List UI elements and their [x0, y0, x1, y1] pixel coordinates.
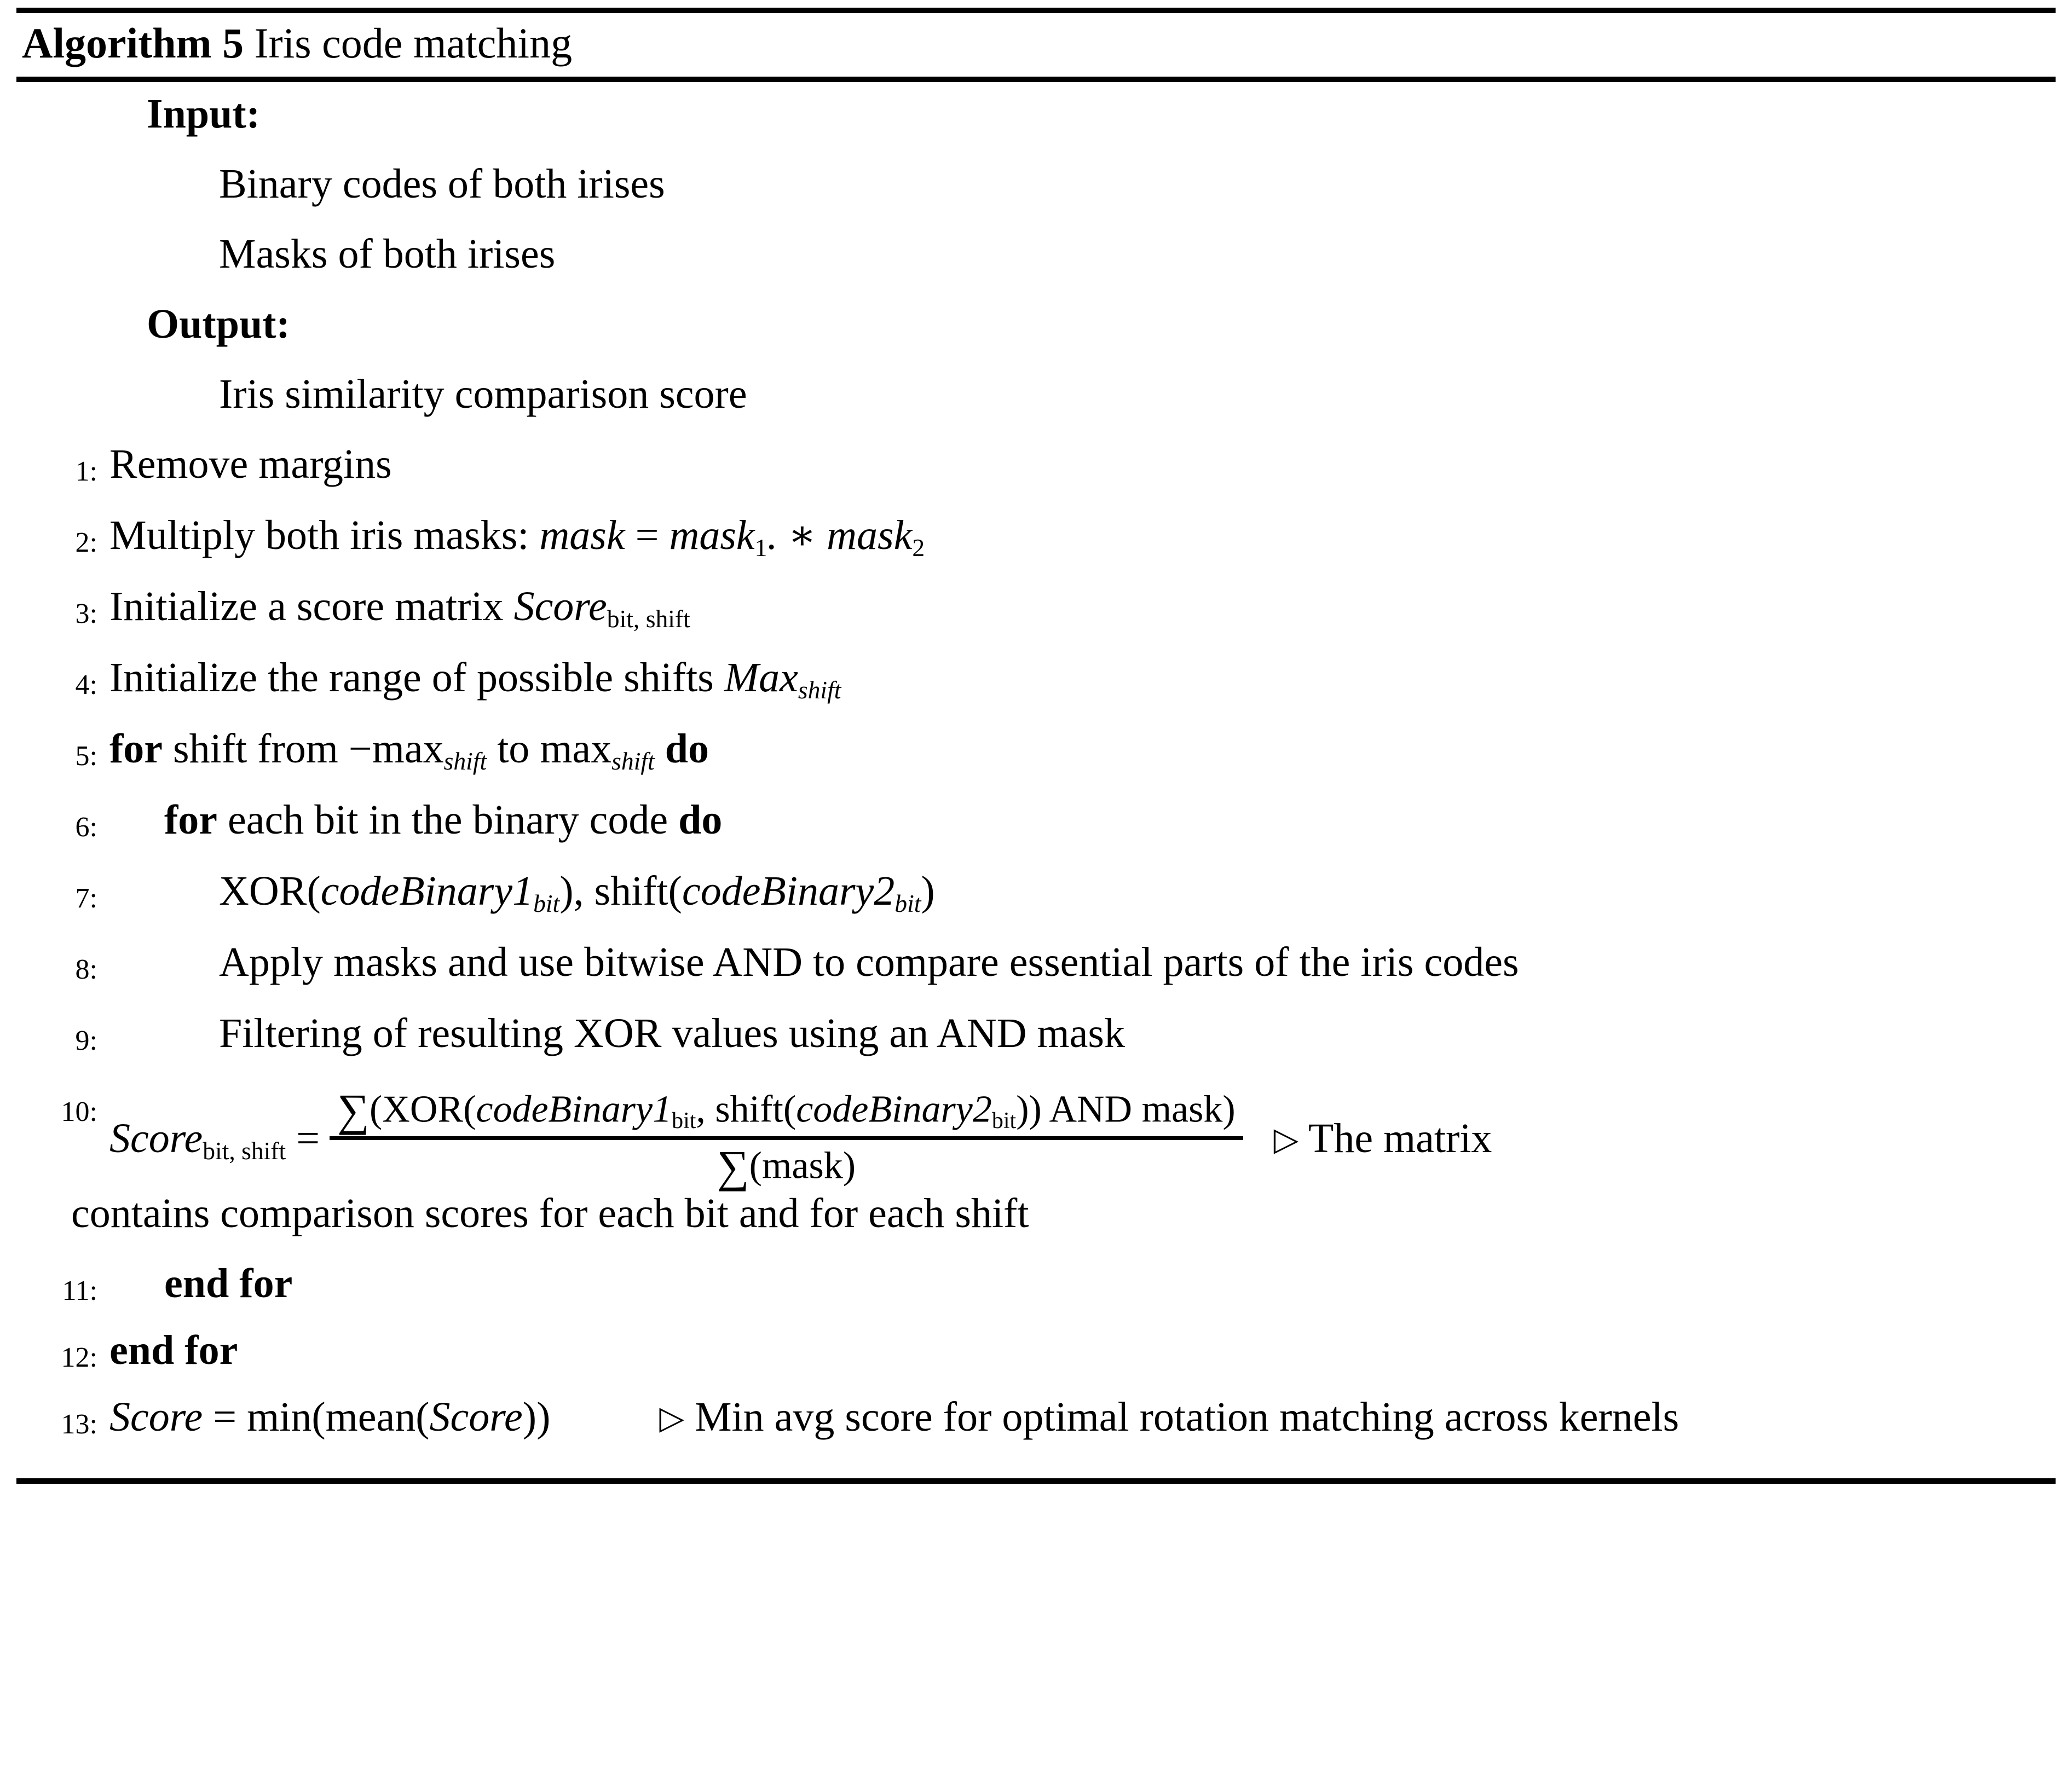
fraction-denominator [709, 1140, 863, 1193]
code-binary-2: codeBinary2 [682, 867, 895, 914]
keyword-end-for: end for [164, 1260, 293, 1306]
step-text-5a: shift from [173, 725, 338, 772]
xor-call: XOR( [219, 867, 321, 914]
math-mask: mask [539, 512, 625, 558]
input-item-row [22, 160, 2050, 207]
line-number-5: 5: [75, 740, 97, 772]
score-subscript: bit, shift [607, 604, 690, 633]
comment-triangle-icon: ▷ [1273, 1121, 1299, 1158]
step-row-1 [22, 443, 2050, 486]
output-header-row [22, 300, 2050, 347]
step-text-3: Initialize a score matrix [109, 583, 504, 629]
algorithm-label: Algorithm 5 [22, 19, 244, 67]
math-mask2: mask [827, 512, 913, 558]
step-10-continuation [22, 1190, 2050, 1237]
output-item-row [22, 373, 2050, 415]
step-10-comment [1243, 1115, 1492, 1161]
math-mask1: mask [669, 512, 755, 558]
math-mask2-subscript: 2 [912, 533, 925, 562]
denominator-text: (mask) [749, 1144, 856, 1187]
step-10-continuation-text: contains comparison scores for each bit and for each shift [71, 1190, 1029, 1236]
numerator-tail: )) AND mask) [1016, 1088, 1236, 1131]
input-item-masks: Masks of both irises [219, 230, 556, 277]
step-row-8 [22, 941, 2050, 984]
line-number-13: 13: [61, 1408, 97, 1440]
gutter-empty [22, 233, 109, 247]
line-number-3: 3: [75, 598, 97, 629]
score-equals: = [296, 1115, 320, 1161]
gutter-empty [22, 303, 109, 317]
step-row-11 [22, 1260, 2050, 1306]
title-separator-rule [16, 77, 2056, 82]
minus-sign: − [348, 725, 372, 772]
step-text-8: Apply masks and use bitwise AND to compare essential parts of the iris codes [219, 939, 1519, 985]
input-item-row [22, 230, 2050, 277]
score-variable: Score [513, 583, 607, 629]
score-equation-lhs [109, 1115, 330, 1165]
output-label: Output: [147, 300, 290, 347]
algorithm-title: Iris code matching [254, 19, 573, 67]
step-row-7 [22, 867, 2050, 917]
gutter-empty [22, 163, 109, 177]
final-score-variable: Score [109, 1393, 203, 1440]
final-score-expression-open: min(mean( [247, 1393, 430, 1440]
algorithm-block [0, 8, 2072, 1484]
line-number-2: 2: [75, 527, 97, 558]
max-subscript: shift [798, 675, 841, 704]
numerator-code-binary-1-subscript: bit [672, 1108, 696, 1134]
numerator-code-binary-2: codeBinary2 [796, 1088, 992, 1131]
final-score-equals: = [213, 1393, 237, 1440]
input-label: Input: [147, 90, 260, 137]
final-score-expression-close: )) [522, 1393, 551, 1440]
max-shift-neg: max [372, 725, 444, 772]
comment-triangle-icon: ▷ [659, 1399, 684, 1436]
input-item-binary-codes: Binary codes of both irises [219, 160, 665, 207]
line-number-4: 4: [75, 669, 97, 701]
step-10-comment-text: The matrix [1308, 1115, 1492, 1161]
shift-call: ), shift( [559, 867, 682, 914]
score-equation [109, 1084, 2050, 1193]
max-shift-pos: max [540, 725, 612, 772]
top-rule [16, 8, 2056, 13]
line-number-6: 6: [75, 811, 97, 843]
step-row-10 [22, 1084, 2050, 1193]
final-score-inner-variable: Score [429, 1393, 523, 1440]
step-row-13 [22, 1393, 2050, 1440]
code-binary-1-subscript: bit [533, 889, 560, 917]
output-item-score: Iris similarity comparison score [219, 371, 747, 417]
numerator-shift-call: , shift( [696, 1088, 797, 1131]
step-text-9: Filtering of resulting XOR values using an AND mask [219, 1010, 1125, 1056]
input-header-row [22, 90, 2050, 137]
line-number-7: 7: [75, 882, 97, 914]
keyword-do: do [678, 796, 723, 843]
keyword-do: do [665, 725, 709, 772]
score-fraction [330, 1084, 1243, 1193]
step-text-5b: to [497, 725, 530, 772]
math-equals: = [635, 512, 659, 558]
gutter-empty [22, 373, 109, 387]
max-shift-neg-subscript: shift [443, 747, 487, 775]
line-number-9: 9: [75, 1025, 97, 1056]
step-row-2 [22, 512, 2050, 562]
code-binary-2-subscript: bit [894, 889, 921, 917]
fraction-bar [330, 1136, 1243, 1140]
gutter-empty [22, 93, 109, 107]
keyword-end-for: end for [109, 1327, 238, 1373]
max-shift-pos-subscript: shift [611, 747, 655, 775]
line-number-8: 8: [75, 953, 97, 985]
step-13-comment [561, 1393, 1679, 1440]
bottom-rule [16, 1478, 2056, 1484]
max-variable: Max [724, 654, 798, 701]
keyword-for: for [109, 725, 163, 772]
step-text-4: Initialize the range of possible shifts [109, 654, 714, 701]
closing-paren: ) [921, 867, 935, 914]
code-binary-1: codeBinary1 [320, 867, 534, 914]
step-text-1: Remove margins [109, 441, 392, 487]
step-row-3 [22, 583, 2050, 633]
score-lhs-variable: Score [109, 1115, 203, 1161]
step-row-4 [22, 654, 2050, 704]
fraction-numerator [330, 1084, 1243, 1137]
algorithm-title-row [16, 13, 2056, 73]
numerator-code-binary-1: codeBinary1 [476, 1088, 672, 1131]
line-number-10: 10: [61, 1096, 97, 1127]
step-13-comment-text: Min avg score for optimal rotation matching across kernels [694, 1393, 1679, 1440]
sum-symbol: ∑ [337, 1084, 370, 1135]
step-text-6: each bit in the binary code [228, 796, 668, 843]
keyword-for: for [164, 796, 218, 843]
line-number-1: 1: [75, 455, 97, 487]
algorithm-body [16, 82, 2056, 1470]
numerator-open: (XOR( [370, 1088, 476, 1131]
step-row-5 [22, 725, 2050, 775]
score-lhs-subscript: bit, shift [203, 1136, 286, 1165]
math-operator: . ∗ [767, 512, 827, 558]
step-row-12 [22, 1329, 2050, 1372]
step-row-9 [22, 1010, 2050, 1056]
math-mask1-subscript: 1 [754, 533, 767, 562]
line-number-12: 12: [61, 1341, 97, 1373]
sum-symbol: ∑ [717, 1141, 749, 1192]
numerator-code-binary-2-subscript: bit [991, 1108, 1017, 1134]
step-row-6 [22, 796, 2050, 843]
line-number-11: 11: [62, 1275, 97, 1306]
step-text-2: Multiply both iris masks: [109, 512, 529, 558]
